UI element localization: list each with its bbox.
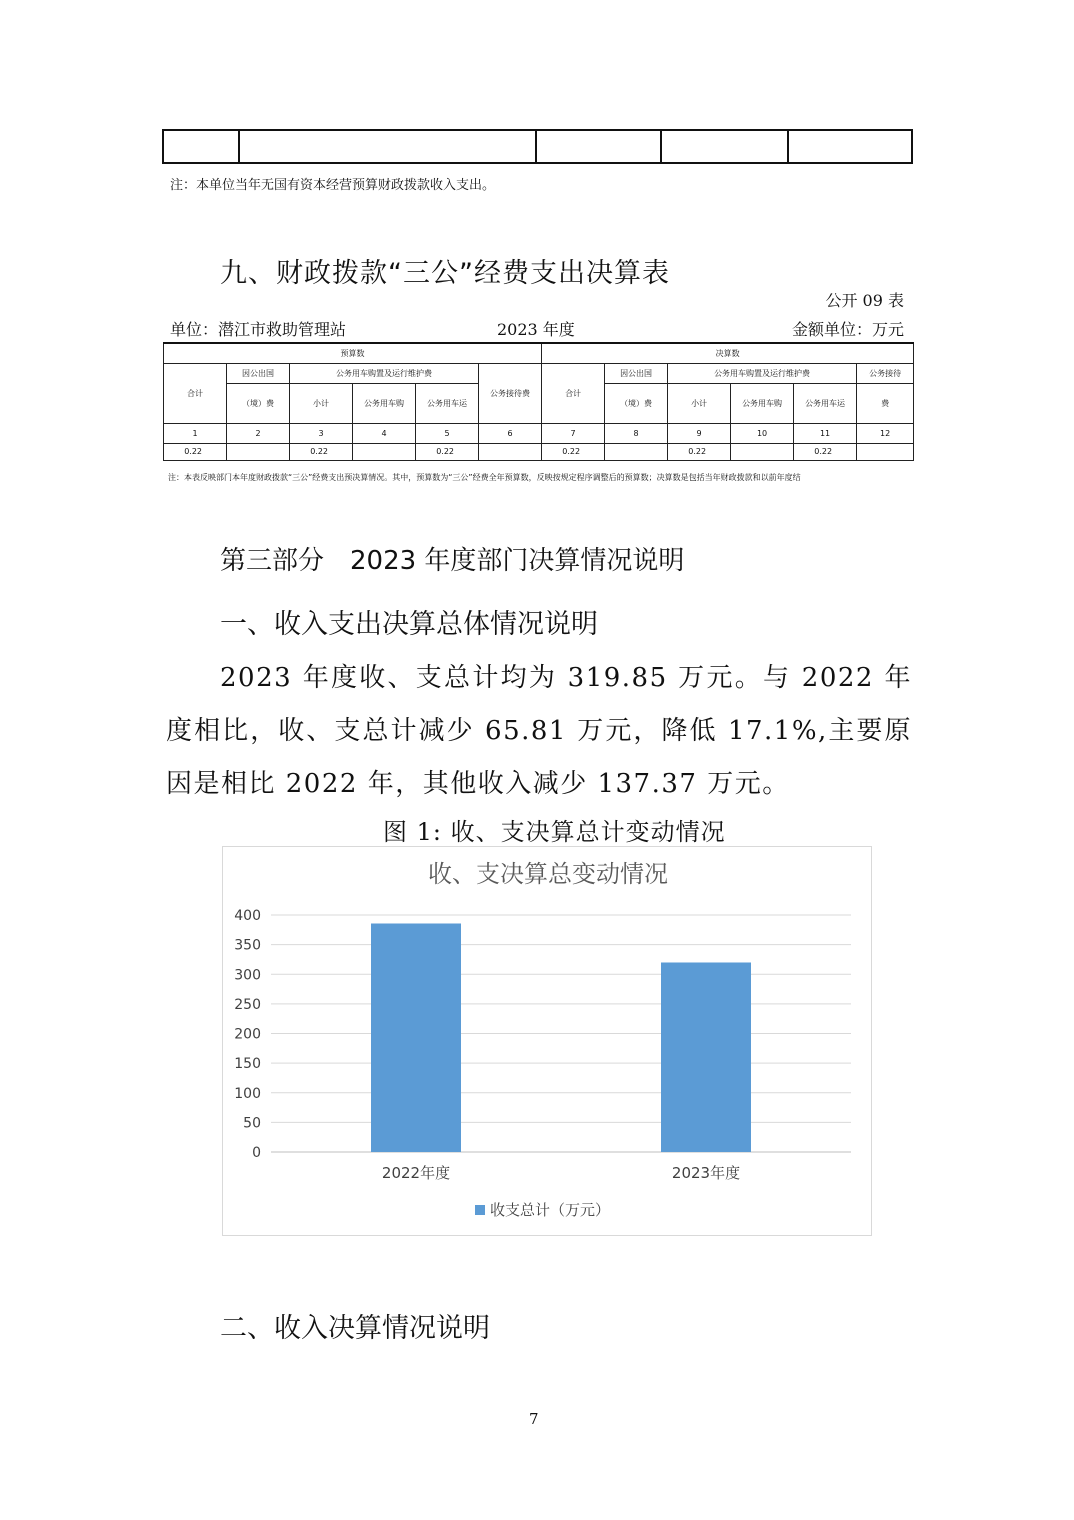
y-tick-label: 350: [234, 937, 261, 954]
table3-note: 注：本表反映部门本年度财政拨款“三公”经费支出预决算情况。其中，预算数为“三公”经费全年预算数，反映按规定程序调整后的预算数；决算数是包括当年财政拨款和以前年度结: [168, 473, 801, 482]
col-number: 4: [353, 423, 416, 443]
value-cell: [857, 443, 914, 460]
col-number: 3: [290, 423, 353, 443]
value-cell: 0.22: [668, 443, 731, 460]
col-vehicle-purchase: 公务用车购: [353, 383, 416, 423]
three-public-expense-table: [163, 342, 914, 461]
legend-label: 收支总计（万元）: [490, 1201, 611, 1219]
x-tick-label: 2023年度: [671, 1164, 741, 1182]
col-number: 12: [857, 423, 914, 443]
col-vehicle-group: 公务用车购置及运行维护费: [290, 363, 479, 383]
value-cell: [479, 443, 542, 460]
table-divider: [238, 131, 240, 162]
page-number: 7: [529, 1410, 539, 1428]
table-divider: [787, 131, 789, 162]
legend-swatch: [475, 1205, 485, 1215]
col-number: 11: [794, 423, 857, 443]
x-tick-label: 2022年度: [381, 1164, 451, 1182]
y-tick-label: 50: [243, 1115, 261, 1132]
col-reception: 费: [857, 383, 914, 423]
col-number: 6: [479, 423, 542, 443]
col-number: 1: [164, 423, 227, 443]
col-total: 合计: [542, 363, 605, 423]
col-number: 8: [605, 423, 668, 443]
value-cell: [605, 443, 668, 460]
value-cell: 0.22: [416, 443, 479, 460]
value-cell: [227, 443, 290, 460]
value-cell: [353, 443, 416, 460]
y-tick-label: 100: [234, 1085, 261, 1102]
col-reception: 公务接待费: [479, 363, 542, 423]
col-reception: 公务接待: [857, 363, 914, 383]
col-vehicle-run: 公务用车运: [794, 383, 857, 423]
unit-label: 单位：潜江市救助管理站: [170, 320, 347, 339]
chart-svg: [223, 847, 873, 1237]
budget-header: 预算数: [164, 343, 542, 363]
table-divider: [535, 131, 537, 162]
col-abroad-fee: （境）费: [605, 383, 668, 423]
col-total: 合计: [164, 363, 227, 423]
figure-caption: 图 1: 收、支决算总计变动情况: [383, 818, 726, 846]
sub2-title: 二、收入决算情况说明: [220, 1313, 490, 1344]
value-cell: 0.22: [290, 443, 353, 460]
col-vehicle-group: 公务用车购置及运行维护费: [668, 363, 857, 383]
amount-unit: 金额单位：万元: [791, 320, 904, 339]
value-cell: 0.22: [794, 443, 857, 460]
top-table-note: 注：本单位当年无国有资本经营预算财政拨款收入支出。: [170, 178, 496, 193]
col-subtotal: 小计: [668, 383, 731, 423]
y-tick-label: 400: [234, 908, 261, 924]
table-row: [164, 443, 914, 460]
col-abroad: 因公出国: [227, 363, 290, 383]
chart-title: 收、支决算总变动情况: [428, 860, 668, 888]
y-tick-label: 200: [234, 1026, 261, 1043]
col-number: 5: [416, 423, 479, 443]
final-header: 决算数: [542, 343, 914, 363]
summary-paragraph: 2023 年度收、支总计均为 319.85 万元。与 2022 年度相比，收、支总计减少 65.81 万元，降低 17.1%,主要原因是相比 2022 年，其他收入减少 137.37 万元。: [166, 663, 912, 799]
col-number: 10: [731, 423, 794, 443]
y-tick-label: 250: [234, 996, 261, 1013]
section9-title: 九、财政拨款“三公”经费支出决算表: [220, 258, 670, 289]
col-number: 7: [542, 423, 605, 443]
table-row: [164, 423, 914, 443]
previous-table-tail: [162, 129, 913, 164]
bar: [661, 962, 751, 1152]
value-cell: [731, 443, 794, 460]
bar: [371, 923, 461, 1152]
y-tick-label: 150: [234, 1056, 261, 1073]
part3-title: 第三部分 2023 年度部门决算情况说明: [220, 546, 685, 576]
y-tick-label: 0: [252, 1145, 261, 1161]
value-cell: 0.22: [542, 443, 605, 460]
col-abroad-fee: （境）费: [227, 383, 290, 423]
value-cell: 0.22: [164, 443, 227, 460]
year-label: 2023 年度: [497, 320, 575, 339]
table-divider: [660, 131, 662, 162]
col-number: 2: [227, 423, 290, 443]
sub1-title: 一、收入支出决算总体情况说明: [220, 609, 598, 640]
col-vehicle-run: 公务用车运: [416, 383, 479, 423]
col-vehicle-purchase: 公务用车购: [731, 383, 794, 423]
y-tick-label: 300: [234, 967, 261, 984]
col-subtotal: 小计: [290, 383, 353, 423]
bar-chart: [222, 846, 872, 1236]
table-code: 公开 09 表: [825, 291, 904, 310]
col-number: 9: [668, 423, 731, 443]
col-abroad: 因公出国: [605, 363, 668, 383]
